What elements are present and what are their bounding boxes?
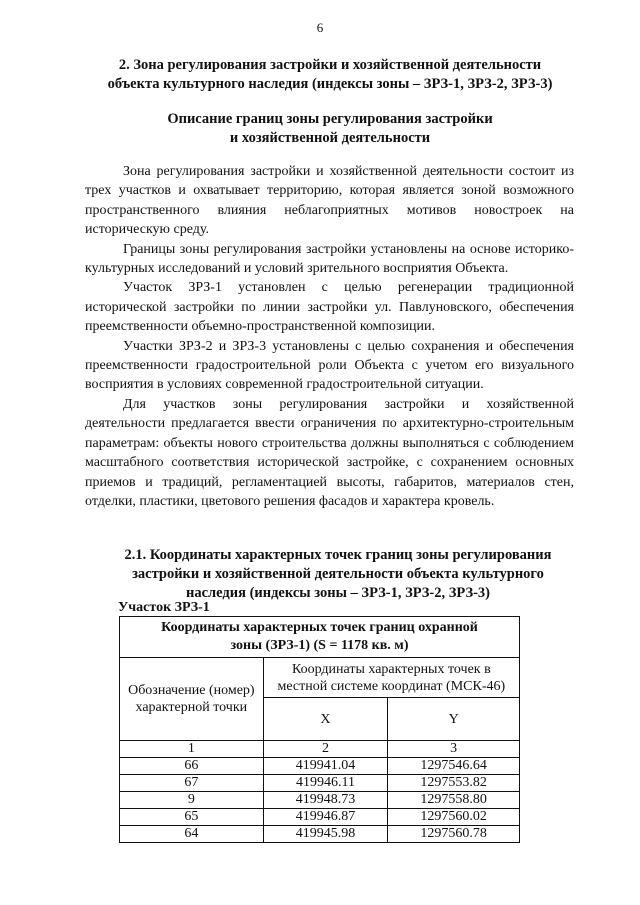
table-cell: 1 [120,741,264,758]
section-2-heading-line2: объекта культурного наследия (индексы зоны – ЗРЗ-1, ЗРЗ-2, ЗРЗ-3) [107,76,553,92]
table-cell: 64 [120,826,264,843]
table-cell: 1297553.82 [388,775,520,792]
section-2-1-heading-line3: наследия (индексы зоны – ЗРЗ-1, ЗРЗ-2, ЗРЗ-3) [185,585,491,601]
table-cell: 419941.04 [263,758,388,775]
column-index-row [120,741,520,758]
table-cell: 1297560.78 [388,826,520,843]
paragraph: Границы зоны регулирования застройки установлены на основе историко-культурных исследований и условий зрительного восприятия Объекта. [85,241,574,277]
body-text [85,162,574,511]
description-heading-line1: Описание границ зоны регулирования застройки [167,111,493,127]
table-caption-line2: зоны (ЗРЗ-1) (S = 1178 кв. м) [230,638,409,653]
section-2-1-heading-line1: 2.1. Координаты характерных точек границ зоны регулирования [124,547,552,563]
y-header: Y [388,698,520,741]
plot-label: Участок ЗРЗ-1 [118,600,210,615]
paragraph: Участок ЗРЗ-1 установлен с целью регенерации традиционной исторической застройки по линии застройки ул. Павлуновского, обеспечения преемственности объемно-пространственной композиции. [85,280,574,335]
page-number: 6 [316,20,324,35]
table-caption-line1: Координаты характерных точек границ охранной [161,620,478,635]
table-cell: 419948.73 [263,792,388,809]
table-row [120,809,520,826]
table-cell: 1297546.64 [388,758,520,775]
description-heading [60,110,600,148]
section-2-1-heading [78,546,598,603]
table-cell: 65 [120,809,264,826]
table-cell: 3 [388,741,520,758]
section-2-heading-line1: 2. Зона регулирования застройки и хозяйственной деятельности [118,57,542,73]
x-header: X [263,698,388,741]
table-cell: 2 [263,741,388,758]
table-cell: 419946.87 [263,809,388,826]
section-2-1-heading-line2: застройки и хозяйственной деятельности объекта культурного [132,566,544,582]
paragraph: Зона регулирования застройки и хозяйственной деятельности состоит из трех участков и охватывает территорию, которая является зоной возможного пространственного влияния неблагоприятных мотивов новостроек на историческую среду. [85,164,574,238]
point-number-header: Обозначение (номер) характерной точки [120,658,264,741]
paragraph: Для участков зоны регулирования застройки и хозяйственной деятельности предлагается ввести ограничения по архитектурно-строительным параметрам: объекты нового строительства должны выполняться с соблюдением масштабного соответствия исторической застройке, с сохранением основных приемов и традиций, регламентацией высоты, габаритов, материалов стен, отделки, пластики, цветового решения фасадов и характера кровель. [85,396,574,509]
coordinates-table [119,616,520,843]
section-2-heading [60,56,600,94]
table-cell: 419945.98 [263,826,388,843]
table-cell: 67 [120,775,264,792]
description-heading-line2: и хозяйственной деятельности [229,130,431,146]
table-cell: 1297560.02 [388,809,520,826]
table-cell: 419946.11 [263,775,388,792]
table-caption [120,617,520,658]
coordinates-header: Координаты характерных точек в местной системе координат (МСК-46) [263,658,519,698]
table-cell: 1297558.80 [388,792,520,809]
table-row [120,826,520,843]
table-cell: 66 [120,758,264,775]
table-cell: 9 [120,792,264,809]
paragraph: Участки ЗРЗ-2 и ЗРЗ-3 установлены с целью сохранения и обеспечения преемственности градостроительной роли Объекта с учетом его визуального восприятия в условиях современной градостроительной ситуации. [85,338,574,393]
table-row [120,775,520,792]
table-row [120,758,520,775]
table-row [120,792,520,809]
